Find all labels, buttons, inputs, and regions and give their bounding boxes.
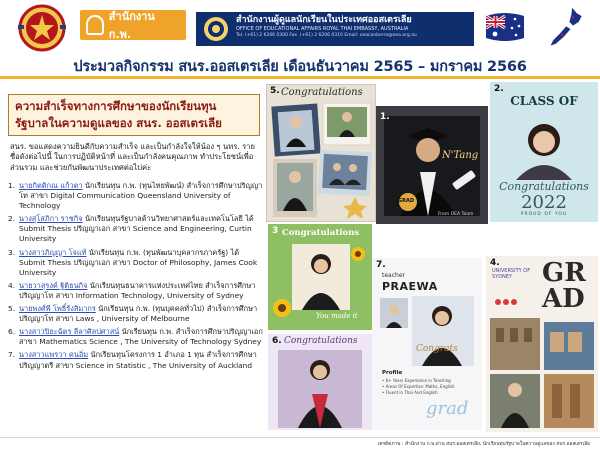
photo-number: 5. bbox=[270, 86, 280, 96]
photo-note: You made it bbox=[316, 312, 358, 320]
item-number: 3. bbox=[8, 247, 16, 257]
student-name: นางสุโสภิกา ราชกิจ bbox=[19, 214, 83, 224]
item-number: 7. bbox=[8, 350, 16, 360]
profile-line: • Fluent in Thai And English bbox=[382, 390, 438, 395]
section-title-line1: ความสำเร็จทางการศึกษาของนักเรียนทุน bbox=[15, 99, 217, 113]
photo-4 bbox=[486, 256, 598, 432]
section-title-line2: รัฐบาลในความดูแลของ สนร. ออสเตรเลีย bbox=[15, 116, 222, 130]
achievement-item bbox=[8, 304, 266, 324]
item-details: นักเรียนทุนโครงการ 1 อำเภอ 1 ทุน สำเร็จการศึกษาปริญญาตรี สาขา Science in Statistic , The University of Auckland bbox=[19, 350, 257, 370]
achievement-item bbox=[8, 281, 266, 301]
photo-caption: Congratulations bbox=[282, 228, 360, 238]
student-name: นายวาสุรงค์ ฐิติธนกิจ bbox=[19, 280, 88, 290]
photo-credit: From OEA Team bbox=[438, 212, 474, 217]
intro-paragraph: สนร. ขอแสดงความยินดีกับความสำเร็จ และเป็นกำลังใจให้น้อง ๆ นทร. รายชื่อดังต่อไปนี้ ในการปฏิบัติหน้าที่ และเป็นกำลังคนคุณภาพ ทำประโยชน์เพื่อส่วนรวม และช่วยกันพัฒนาประเทศต่อไปค่ะ bbox=[10, 142, 255, 172]
photo-3 bbox=[268, 224, 372, 330]
student-name: นายกิตติกณ แก้วตา bbox=[19, 181, 83, 190]
class-of-label: CLASS OF bbox=[510, 94, 578, 108]
photo-6 bbox=[268, 334, 372, 430]
achievement-item bbox=[8, 214, 266, 244]
grad-big-text-1: GR bbox=[542, 258, 586, 288]
banner-contact: Tel. (+61) 2 6206 0300 Fax. (+61) 2 6206 0310 Email: oeacanberra@oea.org.au bbox=[236, 33, 417, 38]
photo-number: 7. bbox=[376, 260, 386, 270]
item-number: 4. bbox=[8, 280, 16, 290]
office-banner bbox=[196, 12, 474, 46]
item-details: นักเรียนทุนธนาคารแห่งประเทศไทย สำเร็จการศึกษาปริญญาโท สาขา Information Technology, University of Sydney bbox=[19, 280, 256, 300]
photo-collage bbox=[266, 80, 600, 433]
ministry-emblem-logo bbox=[14, 3, 70, 53]
student-name: นายพงศ์พี โพธิ์รังสิมากร bbox=[19, 304, 96, 314]
achievement-item bbox=[8, 248, 266, 278]
item-details: นักเรียนทุน ก.พ. สำเร็จการศึกษาปริญญาเอก สาขา Mathematics Science , The University of Technology Sydney bbox=[19, 327, 263, 347]
item-number: 2. bbox=[8, 214, 16, 224]
item-details: นักเรียนทุน ก.พ. (ทุนพัฒนาบุคลากรภาครัฐ) ได้ Submit Thesis ปริญญาเอก สาขา Doctor of Philosophy, James Cook University bbox=[19, 247, 258, 277]
photo-2 bbox=[490, 82, 598, 222]
item-number: 5. bbox=[8, 304, 16, 314]
item-details: นักเรียนทุน ก.พ. (ทุนบุคคลทั่วไป) สำเร็จการศึกษาปริญญาโท สาขา Laws , University of Melbourne bbox=[19, 304, 258, 324]
photo-number: 2. bbox=[494, 84, 504, 94]
item-number: 1. bbox=[8, 181, 16, 190]
congrats-label: Congrats bbox=[416, 344, 458, 354]
student-name: นางสาวแพรวา คนอิ่ม bbox=[19, 350, 89, 360]
banner-title: สำนักงานผู้ดูแลนักเรียนในประเทศออสเตรเลีย bbox=[236, 15, 412, 25]
student-name: นางสาวภิญญา โจแท้ bbox=[19, 247, 87, 257]
graduate-portrait-graphic bbox=[376, 106, 488, 224]
congratulations-label: Congratulations bbox=[499, 180, 589, 193]
university-collage-graphic bbox=[486, 256, 598, 432]
achievement-item bbox=[8, 350, 266, 370]
item-details: นักเรียนทุนรัฐบาลด้านวิทยาศาสตร์และเทคโนโลยี ได้ Submit Thesis ปริญญาเอก สาขา Science and Engineering, Curtin University bbox=[19, 214, 254, 244]
embassy-seal-icon bbox=[202, 15, 230, 43]
page-title: ประมวลกิจกรรม สนร.ออสเตรเลีย เดือนธันวาคม 2565 – มกราคม 2566 bbox=[73, 59, 527, 75]
photo-number: 6. bbox=[272, 336, 282, 346]
university-label: UNIVERSITY OF SYDNEY bbox=[492, 268, 531, 280]
section-heading-box bbox=[8, 94, 260, 136]
profile-line: • 6+ Years Experience in Teaching bbox=[382, 378, 451, 383]
photo-credit-footer: เครดิตภาพ : สำนักงาน ก.พ.ผ่าน สนร.ออสเตรเลีย, นักเรียนทุนรัฐบาลในความดูแลของ สนร.ออสเตรเลีย bbox=[0, 437, 600, 450]
photo-number: 4. bbox=[490, 258, 500, 268]
ocsc-mark-icon bbox=[86, 15, 104, 35]
profile-line: • Areas Of Expertise: Maths, English bbox=[382, 384, 455, 389]
graduate-photo-graphic bbox=[268, 334, 372, 430]
achievement-item bbox=[8, 327, 266, 347]
grad-script: grad bbox=[426, 398, 469, 419]
new-zealand-map-icon bbox=[542, 4, 594, 50]
photo-caption: Congratulations bbox=[281, 87, 363, 98]
photo-name-caption: N'Tang bbox=[442, 150, 479, 161]
proud-of-you-label: PROUD OF YOU bbox=[520, 212, 568, 217]
banner-subtitle: OFFICE OF EDUCATIONAL AFFAIRS ROYAL THAI EMBASSY, AUSTRALIA bbox=[236, 26, 409, 32]
achievement-item bbox=[8, 181, 266, 211]
photo-number: 1. bbox=[380, 112, 390, 122]
grad-big-text-2: AD bbox=[542, 284, 585, 314]
achievement-list bbox=[8, 181, 266, 374]
photo-caption: Congratulations bbox=[284, 336, 358, 346]
item-details: นักเรียนทุน ก.พ. (ทุนไทยพัฒน์) สำเร็จการศึกษาปริญญาโท สาขา Digital Communication Queensland University of Technology bbox=[19, 181, 263, 211]
australia-flag-icon bbox=[482, 8, 528, 46]
title-divider bbox=[0, 76, 600, 79]
photo-7 bbox=[372, 258, 482, 430]
year-label: 2022 bbox=[521, 192, 567, 213]
ocsc-label: สำนักงาน ก.พ. bbox=[108, 10, 155, 41]
item-number: 6. bbox=[8, 327, 16, 337]
photo-1 bbox=[376, 106, 488, 224]
grad-badge: GRAD bbox=[398, 198, 414, 204]
ocsc-logo bbox=[80, 10, 186, 40]
profile-title: Profile bbox=[382, 370, 403, 376]
photo-number: 3 bbox=[272, 226, 279, 236]
scrapbook-photo-graphic bbox=[267, 85, 376, 222]
photo-5 bbox=[266, 84, 376, 222]
teacher-name: PRAEWA bbox=[382, 280, 438, 293]
teacher-label: teacher bbox=[382, 272, 405, 279]
achievements-panel bbox=[4, 86, 266, 431]
student-name: นางสาวปิยะฉัตร ลีลาศิลปศาสน์ bbox=[19, 327, 120, 337]
